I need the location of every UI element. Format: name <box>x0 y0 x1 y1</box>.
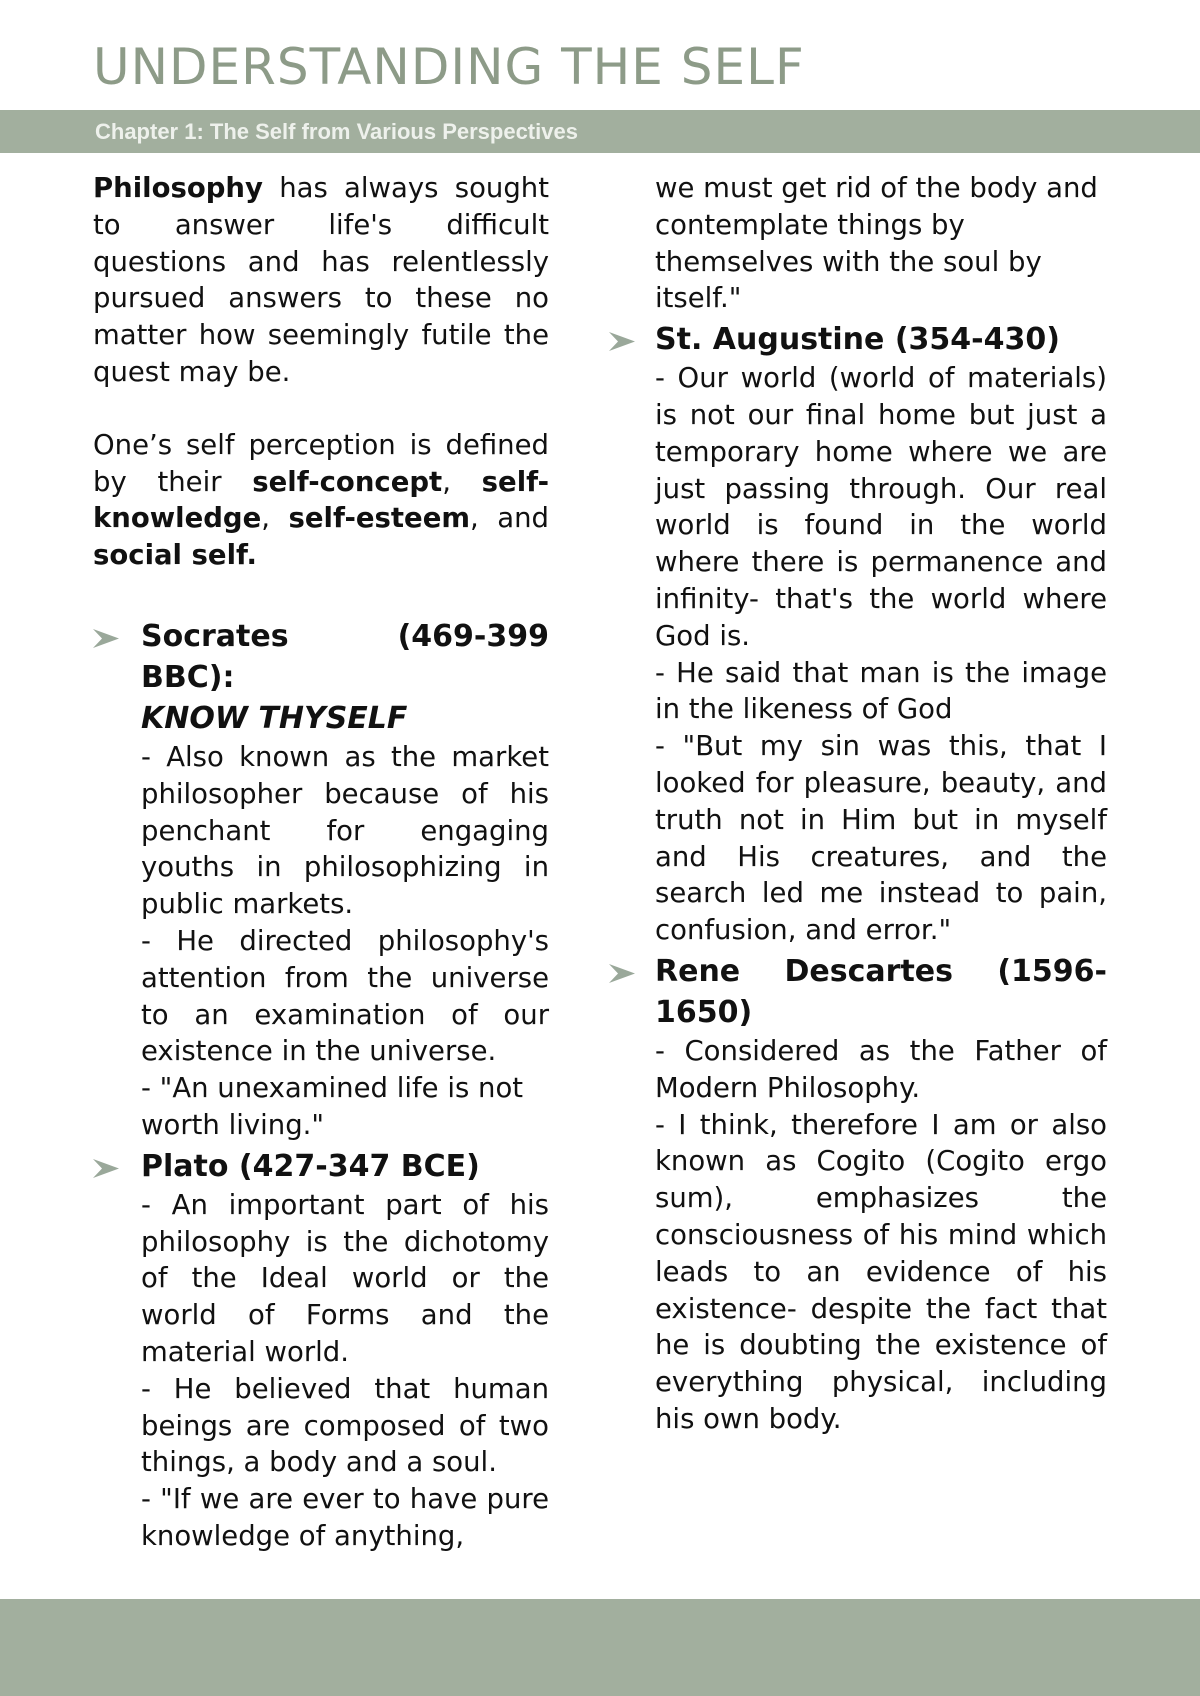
arrow-bullet-icon <box>93 1159 119 1178</box>
plato-name: Plato (427-347 BCE) <box>141 1148 480 1184</box>
augustine-point: - Our world (world of materials) is not our final home but just a temporary home where we are just passing through. Our real world is found in the world where there is permanence and infinity- that's the world where God is. <box>655 362 1107 652</box>
text-fragment: One’s self perception is defined by their <box>93 428 549 498</box>
plato-quote-continued: we must get rid of the body and contemplate things by themselves with the soul by itself." <box>655 172 1098 315</box>
term-social-self: social self. <box>93 539 257 572</box>
term-self-knowledge: self-knowledge <box>93 465 550 535</box>
arrow-bullet-icon <box>93 629 119 648</box>
descartes-point: - Considered as the Father of Modern Philosophy. <box>655 1034 1107 1104</box>
socrates-motto: KNOW THYSELF <box>141 700 408 736</box>
text-fragment: , and <box>470 502 549 535</box>
plato-heading <box>93 1146 549 1187</box>
augustine-name: St. Augustine (354-430) <box>655 322 1060 358</box>
augustine-point: - He said that man is the image in the likeness of God <box>655 656 1107 726</box>
socrates-heading <box>93 616 549 739</box>
chapter-bar <box>0 110 1200 153</box>
descartes-heading <box>609 951 1107 1033</box>
augustine-point: - "But my sin was this, that I looked for pleasure, beauty, and truth not in Him but in myself and His creatures, and the search led me instead to pain, confusion, and error." <box>655 730 1107 947</box>
augustine-heading <box>609 319 1107 360</box>
plato-point: - He believed that human beings are composed of two things, a body and a soul. <box>141 1372 549 1479</box>
footer-bar <box>0 1599 1200 1696</box>
socrates-point: - "An unexamined life is not worth living." <box>141 1072 524 1141</box>
plato-point: - An important part of his philosophy is the dichotomy of the Ideal world or the world of Forms and the material world. <box>141 1188 549 1368</box>
text-fragment: , <box>442 465 482 498</box>
term-self-esteem: self-esteem <box>288 502 470 535</box>
arrow-bullet-icon <box>609 332 635 351</box>
plato-point: - "If we are ever to have pure knowledge of anything, <box>141 1483 549 1552</box>
intro-paragraph <box>93 170 549 391</box>
term-self-concept: self-concept <box>252 465 443 498</box>
self-perception-paragraph <box>93 427 549 574</box>
socrates-point: - Also known as the market philosopher because of his penchant for engaging youths in philosophizing in public markets. <box>141 740 549 921</box>
right-column <box>655 170 1107 1438</box>
intro-keyword: Philosophy <box>93 172 263 204</box>
arrow-bullet-icon <box>609 964 635 983</box>
socrates-point: - He directed philosophy's attention from the universe to an examination of our existence in the universe. <box>141 924 549 1068</box>
text-fragment: , <box>261 502 289 535</box>
socrates-name: Socrates (469-399 BBC): <box>141 618 549 695</box>
intro-text: has always sought to answer life's difficult questions and has relentlessly pursued answers to these no matter how seemingly futile the quest may be. <box>93 172 549 388</box>
descartes-point: - I think, therefore I am or also known as Cogito (Cogito ergo sum), emphasizes the consciousness of his mind which leads to an evidence of his existence- despite the fact that he is doubting the existence of everything physical, including his own body. <box>655 1108 1107 1435</box>
chapter-title: Chapter 1: The Self from Various Perspectives <box>95 119 578 144</box>
left-column <box>93 170 549 1555</box>
page-title: UNDERSTANDING THE SELF <box>93 38 805 96</box>
descartes-name: Rene Descartes (1596-1650) <box>655 953 1107 1030</box>
